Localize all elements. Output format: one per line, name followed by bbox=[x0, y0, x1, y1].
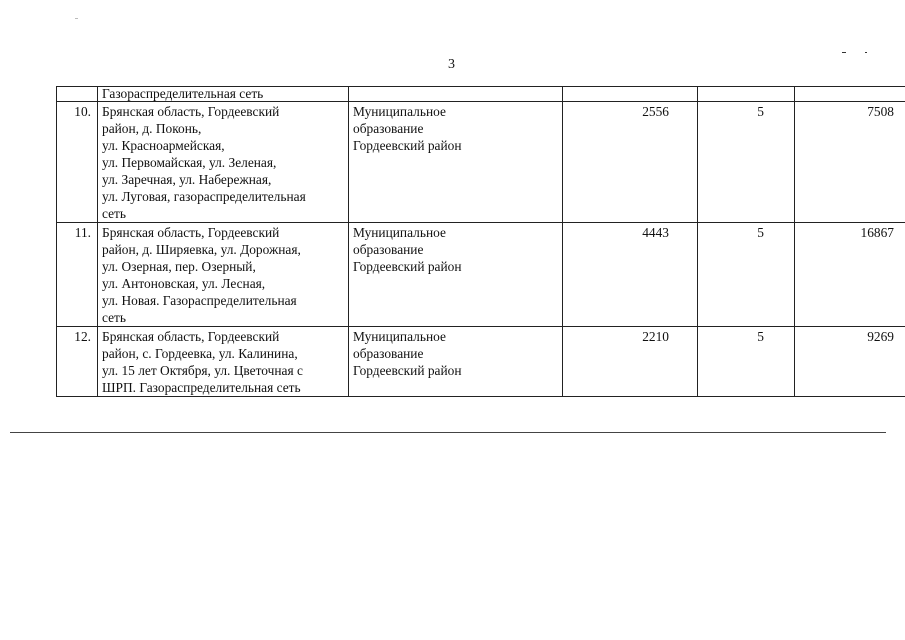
cell-address-line: ул. Антоновская, ул. Лесная, bbox=[102, 276, 266, 291]
cell-owner bbox=[349, 327, 563, 397]
table-row bbox=[57, 102, 905, 223]
cell-address-line: сеть bbox=[102, 206, 127, 221]
cell-address: Газораспределительная сеть bbox=[98, 87, 349, 102]
cell-number: 10. bbox=[57, 102, 98, 223]
gas-network-table bbox=[56, 86, 905, 397]
cell-address-line: ул. Заречная, ул. Набережная, bbox=[102, 172, 272, 187]
cell-address-line: Брянская область, Гордеевский bbox=[102, 104, 280, 119]
cell-address-line: ул. Озерная, пер. Озерный, bbox=[102, 259, 256, 274]
cell-cost: 7508 bbox=[795, 102, 905, 223]
cell-length: 2210 bbox=[563, 327, 698, 397]
cell-pressure: 5 bbox=[698, 327, 795, 397]
cell-length: 4443 bbox=[563, 223, 698, 327]
scan-speck bbox=[842, 52, 846, 53]
table-row bbox=[57, 223, 905, 327]
cell-owner-line: Гордеевский район bbox=[353, 138, 462, 153]
cell-owner bbox=[349, 102, 563, 223]
cell-owner-line: Гордеевский район bbox=[353, 259, 462, 274]
cell-address-line: ул. Новая. Газораспределительная bbox=[102, 293, 297, 308]
cell-number: 11. bbox=[57, 223, 98, 327]
cell-owner-line: образование bbox=[353, 242, 424, 257]
cell-number: 12. bbox=[57, 327, 98, 397]
cell-pressure: 5 bbox=[698, 223, 795, 327]
cell-owner-line: образование bbox=[353, 346, 424, 361]
cell-cost: 9269 bbox=[795, 327, 905, 397]
cell-address-line: ул. Луговая, газораспределительная bbox=[102, 189, 306, 204]
cell-address-line: район, д. Поконь, bbox=[102, 121, 202, 136]
cell-owner-line: Муниципальное bbox=[353, 225, 446, 240]
bottom-rule bbox=[10, 432, 886, 433]
cell-owner-line: Муниципальное bbox=[353, 329, 446, 344]
cell-address bbox=[98, 327, 349, 397]
table-row-continued bbox=[57, 87, 905, 102]
cell-address-line: район, с. Гордеевка, ул. Калинина, bbox=[102, 346, 298, 361]
cell-address-line: Брянская область, Гордеевский bbox=[102, 329, 280, 344]
table-row bbox=[57, 327, 905, 397]
cell-owner bbox=[349, 87, 563, 102]
cell-owner-line: Гордеевский район bbox=[353, 363, 462, 378]
cell-address-line: сеть bbox=[102, 310, 127, 325]
scan-speck bbox=[865, 52, 867, 53]
cell-address bbox=[98, 102, 349, 223]
cell-address-line: район, д. Ширяевка, ул. Дорожная, bbox=[102, 242, 301, 257]
cell-owner-line: Муниципальное bbox=[353, 104, 446, 119]
cell-length bbox=[563, 87, 698, 102]
cell-number bbox=[57, 87, 98, 102]
cell-owner bbox=[349, 223, 563, 327]
cell-address-line: Брянская область, Гордеевский bbox=[102, 225, 280, 240]
scan-speck bbox=[75, 18, 78, 19]
cell-owner-line: образование bbox=[353, 121, 424, 136]
cell-address-line: ул. Красноармейская, bbox=[102, 138, 225, 153]
cell-address-line: ул. 15 лет Октября, ул. Цветочная с bbox=[102, 363, 303, 378]
cell-address-line: ШРП. Газораспределительная сеть bbox=[102, 380, 301, 395]
page-number: 3 bbox=[448, 57, 455, 72]
cell-address-line: ул. Первомайская, ул. Зеленая, bbox=[102, 155, 277, 170]
cell-cost bbox=[795, 87, 905, 102]
cell-cost: 16867 bbox=[795, 223, 905, 327]
cell-pressure bbox=[698, 87, 795, 102]
cell-length: 2556 bbox=[563, 102, 698, 223]
cell-pressure: 5 bbox=[698, 102, 795, 223]
cell-address bbox=[98, 223, 349, 327]
